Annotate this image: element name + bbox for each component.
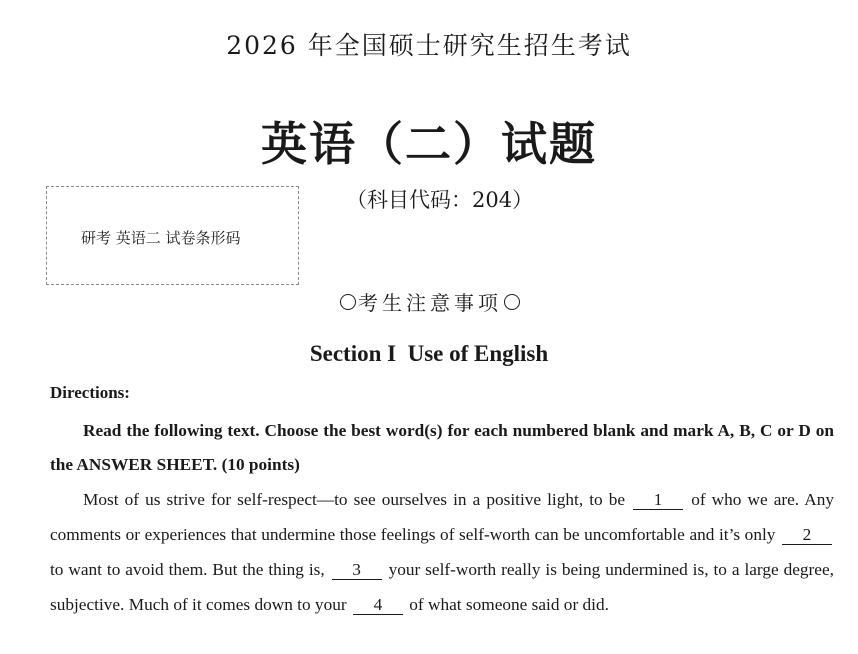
barcode-label: 研考 英语二 试卷条形码 xyxy=(81,229,241,247)
directions-label: Directions: xyxy=(50,383,130,402)
passage-text: to want to avoid them. But the thing is, xyxy=(50,560,325,579)
blank-4: 4 xyxy=(353,596,403,615)
blank-2: 2 xyxy=(782,526,832,545)
blank-3: 3 xyxy=(332,561,382,580)
directions-instructions: Read the following text. Choose the best word(s) for each numbered blank and mark A, B, C or D on the ANSWER SHEET. (10 points) xyxy=(50,421,834,474)
subject-title: 英语（二）试题 xyxy=(261,117,597,171)
cloze-passage xyxy=(50,482,834,622)
passage-text: your self-worth really is being undermined is, to a large degree, subjective. Much of it comes down to your xyxy=(50,560,834,614)
exam-title: 2026 年全国硕士研究生招生考试 xyxy=(226,31,632,60)
barcode-placeholder xyxy=(46,186,299,285)
blank-1: 1 xyxy=(633,491,683,510)
passage-text: Most of us strive for self-respect—to see ourselves in a positive light, to be xyxy=(83,490,626,509)
notice-heading xyxy=(338,287,522,316)
passage-text: of what someone said or did. xyxy=(409,595,609,614)
circle-icon xyxy=(504,294,520,310)
notice-text: 考生注意事项 xyxy=(358,291,502,315)
section-heading: Section I Use of English xyxy=(309,341,549,366)
subject-code: （科目代码：204） xyxy=(346,188,534,212)
passage-text: of who we are. Any comments or experiences that undermine those feelings of self-worth can be uncomfortable and it’s only xyxy=(50,490,834,544)
circle-icon xyxy=(340,294,356,310)
